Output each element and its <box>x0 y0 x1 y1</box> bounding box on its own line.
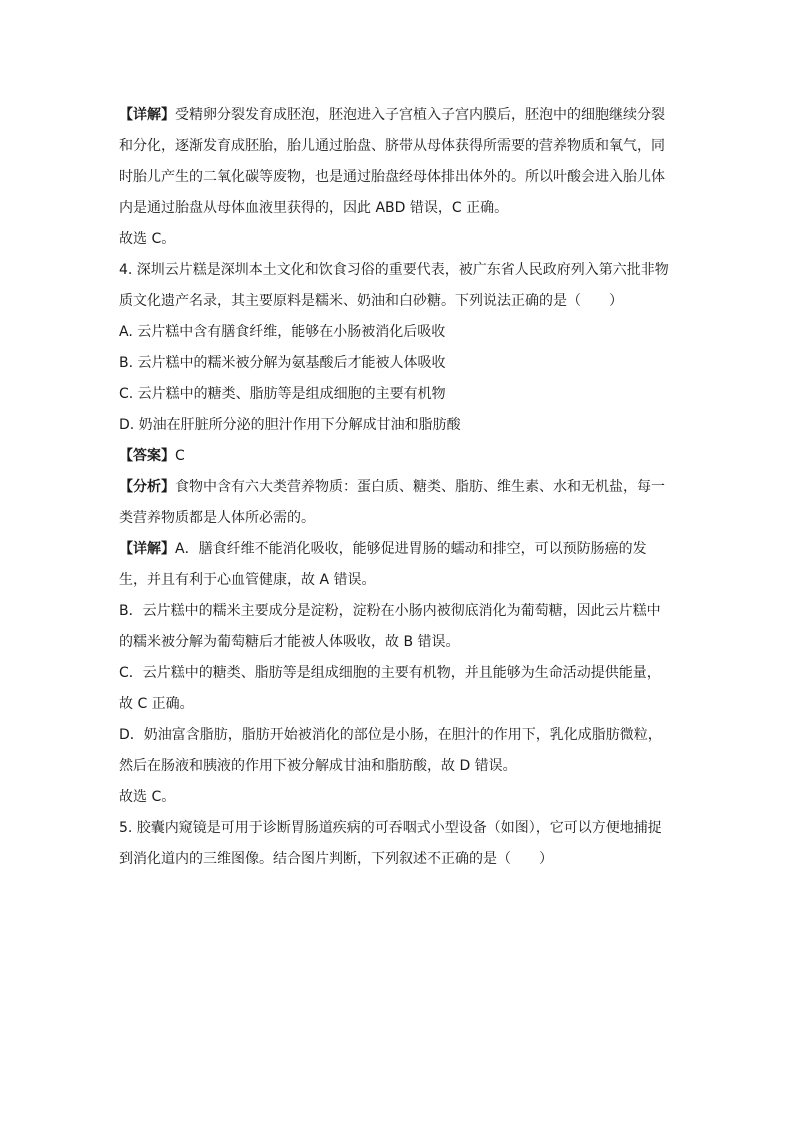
text-line <box>119 100 679 131</box>
line-text: 食物中含有六大类营养物质：蛋白质、糖类、脂肪、维生素、水和无机盐，每一 <box>175 479 665 495</box>
line-text: D. 奶油在肝脏所分泌的胆汁作用下分解成甘油和脂肪酸 <box>119 417 461 433</box>
text-line <box>119 720 679 751</box>
text-line <box>119 317 679 348</box>
line-text: C．云片糕中的糖类、脂肪等是组成细胞的主要有机物，并且能够为生命活动提供能量， <box>119 665 661 681</box>
text-line <box>119 379 679 410</box>
line-text: 5. 胶囊内窥镜是可用于诊断胃肠道疾病的可吞咽式小型设备（如图），它可以方便地捕捉 <box>119 820 662 836</box>
text-line <box>119 131 679 162</box>
section-tag: 【分析】 <box>119 479 175 495</box>
line-text: 时胎儿产生的二氧化碳等废物，也是通过胎盘经母体排出体外的。所以叶酸会进入胎儿体 <box>119 169 665 185</box>
text-line <box>119 627 679 658</box>
line-text: 4. 深圳云片糕是深圳本土文化和饮食习俗的重要代表，被广东省人民政府列入第六批非物 <box>119 262 669 278</box>
line-text: 受精卵分裂发育成胚泡，胚泡进入子宫植入子宫内膜后，胚泡中的细胞继续分裂 <box>175 107 665 123</box>
line-text: 然后在肠液和胰液的作用下被分解成甘油和脂肪酸，故 D 错误。 <box>119 758 517 774</box>
section-tag: 【详解】 <box>119 107 175 123</box>
text-line <box>119 503 679 534</box>
text-line <box>119 844 679 875</box>
line-text: B．云片糕中的糯米主要成分是淀粉，淀粉在小肠内被彻底消化为葡萄糖，因此云片糕中 <box>119 603 661 619</box>
text-line <box>119 813 679 844</box>
text-line <box>119 224 679 255</box>
text-line <box>119 534 679 565</box>
text-line <box>119 658 679 689</box>
text-line <box>119 193 679 224</box>
line-text: D．奶油富含脂肪，脂肪开始被消化的部位是小肠，在胆汁的作用下，乳化成脂肪微粒， <box>119 727 662 743</box>
line-text: C <box>175 448 185 464</box>
text-line <box>119 782 679 813</box>
text-line <box>119 441 679 472</box>
line-text: 类营养物质都是人体所必需的。 <box>119 510 315 526</box>
line-text: B. 云片糕中的糯米被分解为氨基酸后才能被人体吸收 <box>119 355 446 371</box>
line-text: 故选 C。 <box>119 231 176 247</box>
text-line <box>119 689 679 720</box>
line-text: 的糯米被分解为葡萄糖后才能被人体吸收，故 B 错误。 <box>119 634 460 650</box>
text-line <box>119 286 679 317</box>
text-line <box>119 472 679 503</box>
text-line <box>119 255 679 286</box>
line-text: A. 云片糕中含有膳食纤维，能够在小肠被消化后吸收 <box>119 324 446 340</box>
text-line <box>119 348 679 379</box>
line-text: 和分化，逐渐发育成胚胎，胎儿通过胎盘、脐带从母体获得所需要的营养物质和氧气，同 <box>119 138 665 154</box>
text-line <box>119 410 679 441</box>
section-tag: 【答案】 <box>119 448 175 464</box>
text-line <box>119 596 679 627</box>
section-tag: 【详解】 <box>119 541 175 557</box>
line-text: 质文化遗产名录，其主要原料是糯米、奶油和白砂糖。下列说法正确的是（ ） <box>119 293 623 309</box>
text-line <box>119 751 679 782</box>
line-text: 到消化道内的三维图像。结合图片判断，下列叙述不正确的是（ ） <box>119 851 553 867</box>
text-line <box>119 565 679 596</box>
document-body <box>119 100 679 875</box>
line-text: 内是通过胎盘从母体血液里获得的，因此 ABD 错误，C 正确。 <box>119 200 509 216</box>
line-text: A．膳食纤维不能消化吸收，能够促进胃肠的蠕动和排空，可以预防肠癌的发 <box>175 541 647 557</box>
line-text: 生，并且有利于心血管健康，故 A 错误。 <box>119 572 376 588</box>
text-line <box>119 162 679 193</box>
line-text: 故选 C。 <box>119 789 176 805</box>
line-text: C. 云片糕中的糖类、脂肪等是组成细胞的主要有机物 <box>119 386 446 402</box>
line-text: 故 C 正确。 <box>119 696 194 712</box>
